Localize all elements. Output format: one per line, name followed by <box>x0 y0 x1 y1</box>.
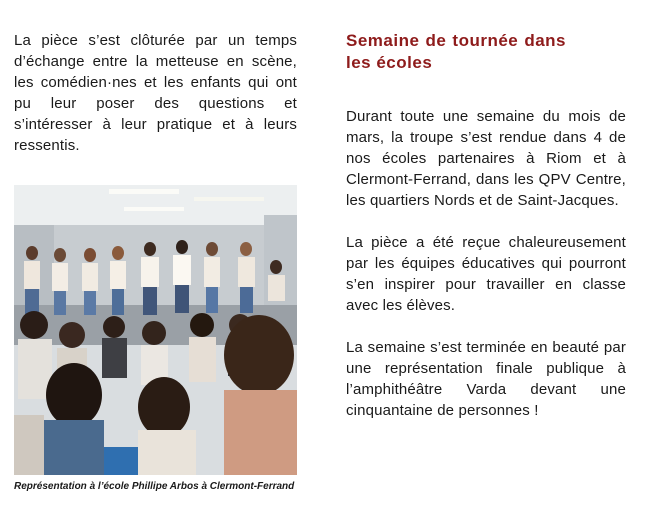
section-title: Semaine de tournée dans les écoles <box>346 31 566 72</box>
photo-illustration <box>14 185 297 475</box>
section-paragraph-2: La pièce a été reçue chaleureusement par les équipes éducatives qui pourront s’en inspirer pour travailler en classe avec les élèves. <box>346 234 626 314</box>
right-column <box>346 30 626 442</box>
photo-caption: Représentation à l’école Phillipe Arbos à Clermont-Ferrand <box>14 481 295 492</box>
performance-photo <box>14 185 297 475</box>
section-paragraph-1: Durant toute une semaine du mois de mars, la troupe s’est rendue dans 4 de nos écoles partenaires à Riom et à Clermont-Ferrand, dans les QPV Centre, les quartiers Nords et de Saint-Jacques. <box>346 108 626 209</box>
section-paragraph-3: La semaine s’est terminée en beauté par une représentation finale publique à l’amphithéâtre Varda devant une cinquantaine de personnes ! <box>346 339 626 419</box>
left-column <box>14 30 297 156</box>
intro-paragraph: La pièce s’est clôturée par un temps d’échange entre la metteuse en scène, les comédien·nes et les enfants qui ont pu leur poser des questions et s’intéresser à leur pratique et à leurs ressentis. <box>14 32 297 154</box>
